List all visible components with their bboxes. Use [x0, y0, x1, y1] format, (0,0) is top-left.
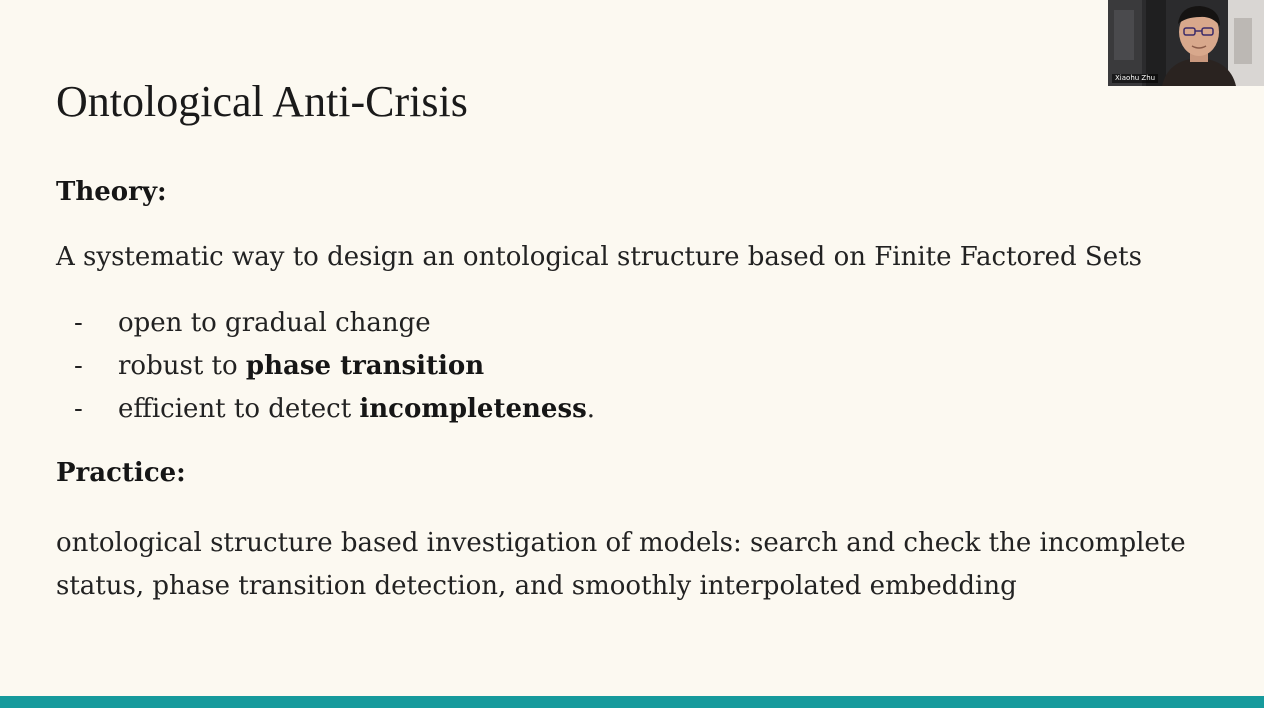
bullet-dash: - [74, 308, 83, 338]
bullet-text: open to gradual change [118, 308, 431, 338]
practice-line-2: status, phase transition detection, and smoothly interpolated embedding [56, 571, 1017, 601]
practice-heading: Practice: [56, 458, 186, 488]
bullet-dash: - [74, 394, 83, 424]
participant-name: Xiaohu Zhu [1112, 74, 1158, 83]
accent-bar [0, 696, 1264, 708]
practice-text [56, 522, 1186, 608]
bullet-text: robust to [118, 351, 246, 381]
bullet-text: efficient to detect [118, 394, 360, 424]
bullet-bold-text: incompleteness [359, 394, 587, 424]
theory-bullet [56, 392, 595, 435]
bullet-bold-text: phase transition [245, 351, 485, 381]
theory-bullet [56, 306, 595, 349]
participant-video-tile[interactable] [1108, 0, 1264, 86]
bullet-dash: - [74, 351, 83, 381]
theory-bullet [56, 349, 595, 392]
bullet-suffix: . [586, 394, 596, 424]
practice-line-1: ontological structure based investigation of models: search and check the incomplete [56, 528, 1186, 558]
theory-intro: A systematic way to design an ontological structure based on Finite Factored Sets [56, 242, 1142, 272]
theory-heading: Theory: [56, 177, 167, 207]
theory-bullet-list [56, 306, 595, 435]
slide-title: Ontological Anti-Crisis [56, 77, 468, 126]
